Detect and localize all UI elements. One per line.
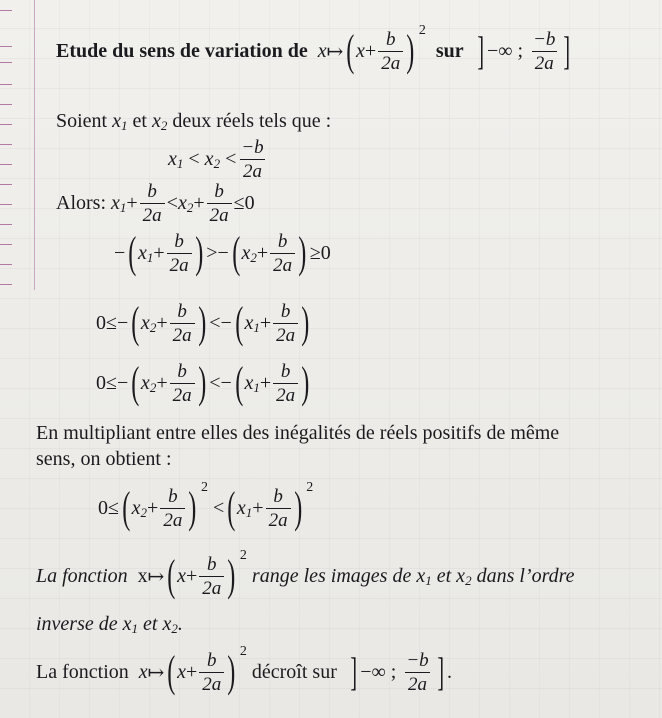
title-x: x — [317, 39, 327, 62]
frac-den: 2a — [170, 323, 195, 345]
plus: + — [156, 371, 168, 394]
neg-infinity: −∞ — [360, 660, 386, 683]
intro-line — [56, 108, 331, 134]
sub-2: 2 — [186, 200, 194, 215]
frac-b-2a — [207, 182, 232, 225]
ordering-line-2 — [96, 358, 313, 408]
lt: < — [188, 147, 200, 170]
frac-den: 2a — [270, 253, 295, 275]
le: ≤ — [108, 496, 119, 519]
plus: + — [252, 496, 264, 519]
frac-den: 2a — [140, 203, 165, 225]
frac-num: b — [385, 28, 396, 50]
frac-den: 2a — [273, 383, 298, 405]
sub-2: 2 — [171, 621, 178, 636]
period: . — [446, 660, 452, 683]
frac-num: b — [280, 300, 291, 322]
open-bracket: ] — [476, 28, 484, 73]
frac-b-2a — [170, 362, 195, 405]
title-exponent: 2 — [418, 23, 426, 38]
frac-num: b — [277, 230, 288, 252]
lt: < — [212, 496, 225, 519]
minus: − — [220, 311, 232, 334]
squared-inequality — [98, 476, 313, 540]
title-frac-negb-2a — [530, 30, 558, 73]
sub-1: 1 — [245, 505, 253, 520]
var-x: x — [122, 612, 132, 635]
period: . — [177, 612, 183, 635]
var-x: x — [131, 496, 141, 519]
frac-den: 2a — [207, 203, 232, 225]
var-x: x — [112, 109, 122, 132]
lt: < — [225, 147, 237, 170]
frac-b-2a — [140, 182, 165, 225]
le: ≤ — [106, 311, 117, 334]
var-x: x — [137, 241, 147, 264]
frac-den: 2a — [532, 51, 557, 73]
var-x: x — [151, 109, 161, 132]
minus: − — [116, 311, 129, 334]
lt: < — [166, 191, 178, 214]
inequality-x1-x2 — [168, 136, 269, 182]
paren-x2-squared: ( x 2 + $\frac{b}{2a}$ ) — [122, 483, 197, 532]
et: et — [436, 564, 452, 587]
le: ≤ — [233, 191, 245, 214]
et: et — [143, 612, 158, 635]
semicolon: ; — [390, 660, 397, 683]
paren-x2: ( x 2 + $\frac{b}{2a}$ ) — [131, 358, 206, 407]
sub-2: 2 — [149, 380, 157, 395]
lt: < — [209, 371, 221, 394]
frac-den: 2a — [266, 508, 291, 530]
frac-num: b — [214, 180, 224, 202]
ordre-text: dans l’ordre — [476, 564, 575, 587]
gt: > — [206, 241, 218, 264]
var-x: x — [140, 371, 150, 394]
frac-den: 2a — [378, 51, 403, 73]
sub-2: 2 — [213, 156, 221, 171]
plus: + — [259, 311, 272, 334]
sub-1: 1 — [121, 118, 128, 133]
range-text: range les images de — [251, 564, 412, 587]
sub-1: 1 — [119, 200, 127, 215]
zero: 0 — [98, 496, 108, 519]
var-x: x — [177, 660, 186, 683]
la-fonction-label: La fonction — [36, 660, 129, 683]
paren-x1: ( x 1 + $\frac{b}{2a}$ ) — [128, 228, 203, 277]
var-x: x — [416, 564, 426, 587]
intro-end: deux réels tels que : — [172, 109, 332, 132]
frac-num: b — [177, 300, 187, 322]
frac-b-2a — [273, 302, 298, 345]
notebook-margin — [0, 0, 35, 290]
maps-to-symbol: ↦ — [147, 565, 165, 588]
var-x: x — [140, 311, 150, 334]
minus: − — [116, 371, 129, 394]
sub-2: 2 — [149, 320, 157, 335]
var-x: x — [236, 496, 246, 519]
frac-num: b — [177, 360, 187, 382]
frac-b-2a — [167, 232, 192, 275]
minus: − — [217, 241, 229, 264]
semicolon: ; — [517, 39, 524, 62]
multiply-text-2: sens, on obtient : — [36, 447, 172, 470]
paren-x2: ( x 2 + $\frac{b}{2a}$ ) — [232, 228, 307, 277]
maps-to-symbol: ↦ — [147, 661, 165, 684]
plus: + — [193, 191, 205, 214]
sub-1: 1 — [253, 320, 260, 335]
exponent: 2 — [306, 480, 314, 495]
zero: 0 — [96, 371, 106, 394]
frac-den: 2a — [405, 672, 430, 694]
frac-den: 2a — [199, 576, 224, 598]
exponent: 2 — [200, 480, 208, 495]
frac-negb-2a — [403, 651, 431, 694]
var-x: x — [244, 371, 254, 394]
minus: − — [220, 371, 232, 394]
maps-to-symbol: ↦ — [326, 40, 344, 63]
frac-negb-2a — [238, 138, 266, 181]
plus: + — [185, 660, 198, 683]
multiply-text-line1 — [36, 420, 559, 446]
le: ≤ — [106, 371, 117, 394]
title-plus: + — [364, 39, 377, 62]
frac-num: b — [147, 180, 157, 202]
plus: + — [256, 241, 269, 264]
intro-soient: Soient — [56, 109, 108, 132]
frac-b-2a — [160, 487, 185, 530]
paren-x1-squared: ( x 1 + $\frac{b}{2a}$ ) — [227, 483, 302, 532]
frac-num: b — [174, 230, 184, 252]
var-x: x — [456, 564, 466, 587]
paren-expr: ( x + $\frac{b}{2a}$ ) — [167, 647, 236, 696]
exponent: 2 — [239, 548, 247, 563]
frac-den: 2a — [167, 253, 192, 275]
sub-1: 1 — [253, 380, 260, 395]
plus: + — [185, 564, 198, 587]
paren-x1: ( x 1 + $\frac{b}{2a}$ ) — [235, 298, 310, 347]
sub-1: 1 — [425, 573, 432, 588]
frac-b-2a — [199, 555, 224, 598]
frac-b-2a — [199, 651, 224, 694]
frac-den: 2a — [199, 672, 224, 694]
var-x: x — [137, 564, 148, 587]
plus: + — [126, 191, 138, 214]
var-x: x — [241, 241, 251, 264]
open-bracket: ] — [350, 649, 357, 694]
frac-num: b — [273, 485, 283, 507]
italic-statement-line2 — [36, 610, 183, 638]
paren-expr: ( x + $\frac{b}{2a}$ ) — [167, 551, 236, 600]
decroit-text: décroît sur — [251, 660, 337, 683]
la-fonction-label: La fonction — [36, 564, 128, 587]
lt: < — [209, 311, 221, 334]
zero: 0 — [320, 241, 331, 264]
neg-infinity: −∞ — [486, 39, 513, 62]
conclusion-line — [36, 640, 452, 704]
frac-den: 2a — [240, 159, 265, 181]
sub-1: 1 — [131, 621, 139, 636]
frac-b-2a — [273, 362, 298, 405]
ordering-line-1 — [96, 298, 313, 348]
frac-den: 2a — [273, 323, 298, 345]
plus: + — [153, 241, 165, 264]
title-x2: x — [356, 39, 365, 62]
frac-num: −b — [406, 649, 429, 671]
frac-den: 2a — [160, 508, 185, 530]
alors-label: Alors: — [56, 191, 106, 214]
multiply-text-line2 — [36, 446, 172, 472]
sub-2: 2 — [140, 505, 148, 520]
exponent: 2 — [239, 644, 247, 659]
frac-num: b — [206, 649, 217, 671]
frac-b-2a — [270, 232, 295, 275]
frac-b-2a — [170, 302, 195, 345]
frac-num: b — [168, 485, 178, 507]
zero: 0 — [244, 191, 255, 214]
minus: − — [114, 241, 126, 264]
frac-num: b — [280, 360, 291, 382]
close-bracket: ] — [436, 649, 444, 694]
sub-1: 1 — [176, 156, 184, 171]
zero: 0 — [96, 311, 106, 334]
var-x: x — [177, 191, 187, 214]
var-x: x — [168, 147, 177, 170]
frac-num: −b — [241, 136, 264, 158]
sub-1: 1 — [146, 250, 154, 265]
multiply-text-1: En multipliant entre elles des inégalités de réels positifs de même — [36, 421, 560, 444]
sub-2: 2 — [250, 250, 257, 265]
var-x: x — [162, 612, 172, 635]
title-frac-b-2a — [378, 30, 403, 73]
sub-2: 2 — [465, 573, 472, 588]
plus: + — [259, 371, 272, 394]
alors-line — [56, 180, 255, 226]
frac-b-2a — [266, 487, 291, 530]
title-paren-expr: ( x + $\frac{b}{2a}$ ) — [346, 26, 415, 75]
frac-num: −b — [533, 28, 556, 50]
var-x: x — [111, 191, 120, 214]
section-title — [56, 22, 574, 80]
frac-num: b — [207, 553, 217, 575]
frac-den: 2a — [170, 383, 195, 405]
intro-et: et — [132, 109, 147, 132]
sub-2: 2 — [160, 118, 168, 133]
negation-line — [114, 228, 331, 278]
italic-statement-line1 — [36, 544, 575, 608]
close-bracket: ] — [563, 28, 571, 73]
var-x: x — [177, 564, 186, 587]
title-text: Etude du sens de variation de — [56, 39, 308, 62]
plus: + — [147, 496, 159, 519]
title-sur: sur — [435, 39, 464, 62]
var-x: x — [244, 311, 254, 334]
paren-x1: ( x 1 + $\frac{b}{2a}$ ) — [235, 358, 310, 407]
ge: ≥ — [309, 241, 321, 264]
paren-x2: ( x 2 + $\frac{b}{2a}$ ) — [131, 298, 206, 347]
var-x: x — [138, 660, 148, 683]
inverse-text: inverse de — [36, 612, 118, 635]
plus: + — [156, 311, 168, 334]
var-x: x — [204, 147, 214, 170]
